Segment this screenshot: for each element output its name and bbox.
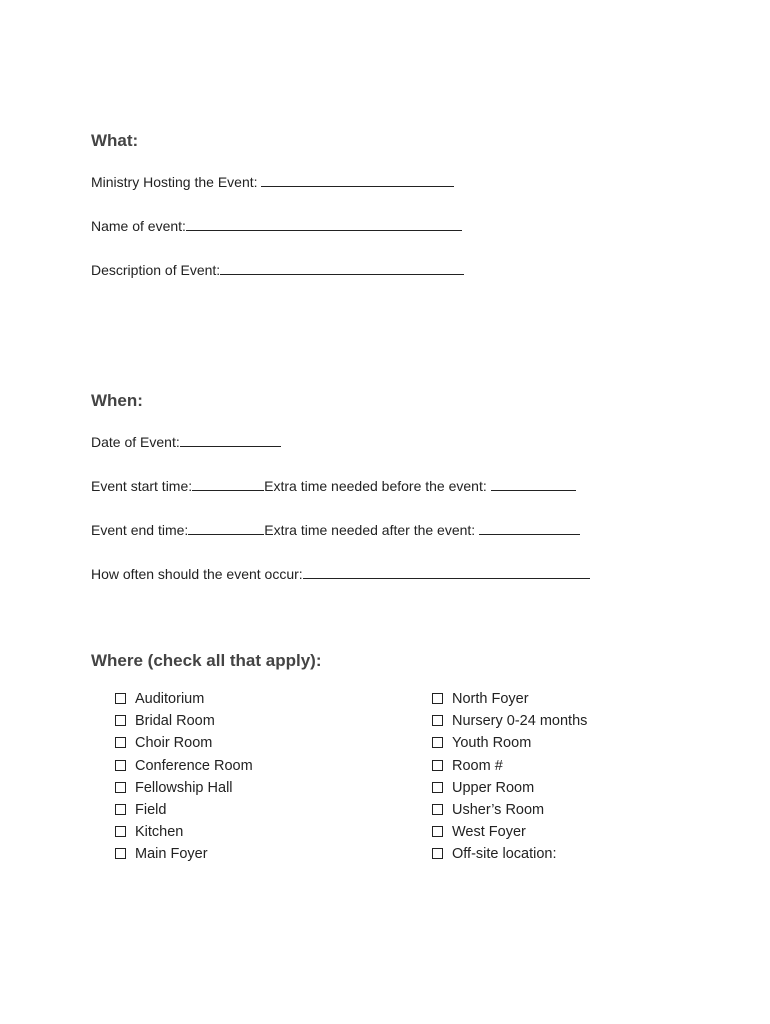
location-option-choir-room[interactable] [115,735,212,751]
where-heading: Where (check all that apply): [91,651,322,670]
location-option-off-site[interactable] [432,846,557,862]
location-label: Bridal Room [135,713,215,729]
location-label: Auditorium [135,691,205,707]
location-option-west-foyer[interactable] [432,824,526,840]
location-label: Room # [452,758,503,774]
location-label: Field [135,802,167,818]
location-option-room-number[interactable] [432,758,503,774]
location-option-fellowship-hall[interactable] [115,780,233,796]
end-time-row [91,520,580,538]
event-name-field[interactable] [91,216,462,234]
location-label: Youth Room [452,735,532,751]
checkbox[interactable] [115,782,126,793]
checkbox[interactable] [432,737,443,748]
description-label: Description of Event: [91,262,221,278]
frequency-label: How often should the event occur: [91,566,303,582]
location-label: Upper Room [452,780,535,796]
location-label: Fellowship Hall [135,780,233,796]
description-input-line[interactable] [220,260,464,275]
checkbox[interactable] [432,693,443,704]
checkbox[interactable] [115,848,126,859]
location-option-nursery[interactable] [432,713,587,729]
end-time-label: Event end time: [91,522,189,538]
checkbox[interactable] [432,826,443,837]
location-label: Main Foyer [135,846,208,862]
location-option-auditorium[interactable] [115,691,204,707]
extra-after-input-line[interactable] [479,520,580,535]
what-heading: What: [91,131,139,150]
when-heading: When: [91,391,143,410]
checkbox[interactable] [115,715,126,726]
location-option-field[interactable] [115,802,166,818]
checkbox[interactable] [115,760,126,771]
date-field[interactable] [91,432,281,450]
location-option-main-foyer[interactable] [115,846,208,862]
location-option-ushers-room[interactable] [432,802,544,818]
ministry-label: Ministry Hosting the Event: [91,174,262,190]
checkbox[interactable] [432,715,443,726]
checkbox[interactable] [115,693,126,704]
extra-before-input-line[interactable] [491,476,576,491]
location-option-bridal-room[interactable] [115,713,215,729]
location-label: West Foyer [452,824,526,840]
date-label: Date of Event: [91,434,180,450]
checkbox[interactable] [432,782,443,793]
location-label: Kitchen [135,824,184,840]
start-time-input-line[interactable] [192,476,264,491]
checkbox[interactable] [432,760,443,771]
location-label: North Foyer [452,691,529,707]
frequency-input-line[interactable] [303,564,590,579]
end-time-input-line[interactable] [188,520,264,535]
checkbox[interactable] [432,848,443,859]
event-name-input-line[interactable] [186,216,462,231]
location-option-kitchen[interactable] [115,824,183,840]
location-option-upper-room[interactable] [432,780,534,796]
location-option-conference-room[interactable] [115,758,253,774]
checkbox[interactable] [115,804,126,815]
location-label: Conference Room [135,758,253,774]
frequency-field[interactable] [91,564,590,582]
location-label: Usher’s Room [452,802,545,818]
checkbox[interactable] [115,826,126,837]
checkbox[interactable] [115,737,126,748]
start-time-row [91,476,576,494]
location-option-youth-room[interactable] [432,735,531,751]
start-time-label: Event start time: [91,478,193,494]
checkbox[interactable] [432,804,443,815]
location-label: Choir Room [135,735,213,751]
date-input-line[interactable] [180,432,281,447]
extra-before-label: Extra time needed before the event: [264,478,491,494]
location-label: Nursery 0-24 months [452,713,588,729]
description-field[interactable] [91,260,464,278]
event-name-label: Name of event: [91,218,186,234]
location-label: Off-site location: [452,846,557,862]
ministry-field[interactable] [91,172,454,190]
location-option-north-foyer[interactable] [432,691,529,707]
ministry-input-line[interactable] [261,172,454,187]
extra-after-label: Extra time needed after the event: [264,522,480,538]
